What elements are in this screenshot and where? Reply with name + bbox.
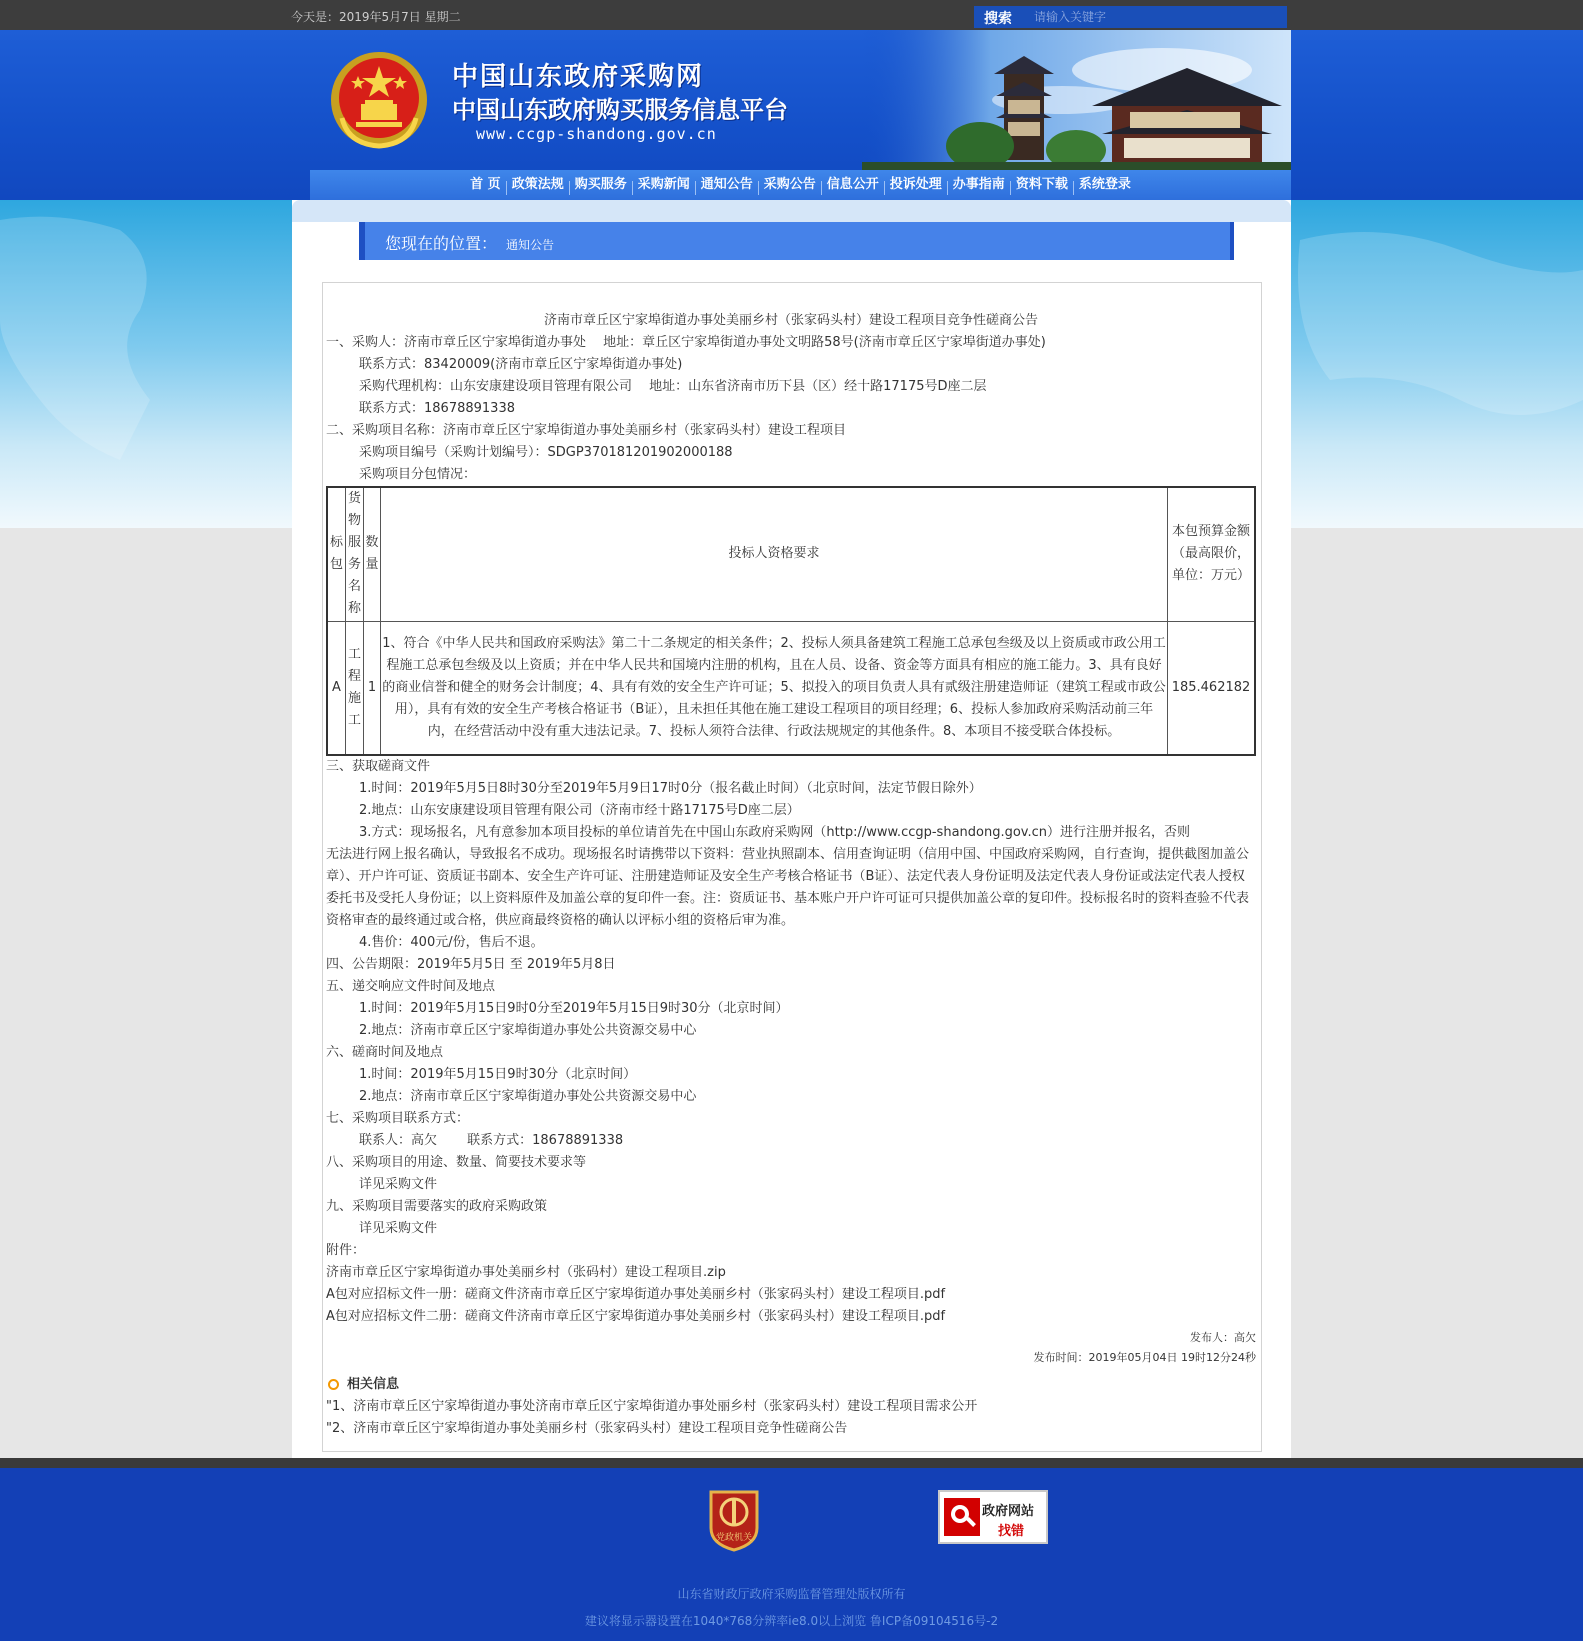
package-label: 采购项目分包情况：: [359, 467, 477, 482]
consultation-place: 2.地点：济南市章丘区宁家埠街道办事处公共资源交易中心: [359, 1089, 697, 1104]
date-text: 今天是：2019年5月7日 星期二: [291, 10, 461, 24]
national-emblem-icon: [328, 48, 430, 152]
nav-item-login[interactable]: 系统登录: [1078, 177, 1131, 192]
agency-contact: 联系方式：18678891338: [359, 401, 515, 416]
related-link-2[interactable]: [326, 1418, 1256, 1440]
th-budget: 本包预算金额（最高限价，单位：万元）: [1168, 487, 1256, 621]
site-footer: [0, 1458, 1583, 1641]
th-qualifications: 投标人资格要求: [381, 487, 1168, 621]
search-box: [974, 6, 1287, 28]
obtain-price: 4.售价：400元/份，售后不退。: [359, 935, 544, 950]
section-requirements: 八、采购项目的用途、数量、简要技术要求等: [326, 1155, 587, 1170]
search-label: 搜索: [984, 11, 1012, 27]
section-contact: 七、采购项目联系方式：: [326, 1111, 470, 1126]
top-bar: [0, 0, 1583, 30]
package-table: [326, 486, 1256, 756]
party-government-badge-icon[interactable]: [707, 1488, 761, 1552]
site-title-line2: 中国山东政府购买服务信息平台: [452, 96, 788, 124]
report-error-badge[interactable]: [938, 1490, 1048, 1544]
site-url: www.ccgp-shandong.gov.cn: [476, 125, 717, 143]
nav-item-downloads[interactable]: 资料下载: [1015, 177, 1068, 192]
site-title-line1: 中国山东政府采购网: [452, 62, 705, 92]
magnifier-icon: [944, 1498, 980, 1536]
obtain-time: 1.时间：2019年5月5日8时30分至2019年5月9日17时0分（报名截止时间）（北京时间，法定节假日除外）: [359, 781, 982, 796]
related-link-text: 2、济南市章丘区宁家埠街道办事处美丽乡村（张家码头村）建设工程项目竞争性磋商公告: [331, 1421, 848, 1436]
cell-package: A: [327, 621, 346, 755]
th-package: 标包: [327, 487, 346, 621]
consultation-time: 1.时间：2019年5月15日9时30分（北京时间）: [359, 1067, 637, 1082]
related-heading-text: 相关信息: [347, 1377, 400, 1392]
breadcrumb: [359, 222, 1234, 260]
pavilion-banner-image: [862, 30, 1291, 170]
badge2-line1: 政府网站: [982, 1504, 1035, 1519]
section-submission: 五、递交响应文件时间及地点: [326, 979, 496, 994]
nav-item-purchase-service[interactable]: 购买服务: [574, 177, 627, 192]
badge2-line2: 找错: [998, 1524, 1025, 1539]
footer-browser-note: 建议将显示器设置在1040*768分辨率ie8.0以上浏览 鲁ICP备09104516号-2: [584, 1614, 999, 1628]
attachment-link[interactable]: A包对应招标文件一册：磋商文件济南市章丘区宁家埠街道办事处美丽乡村（张家码头村）建设工程项目.pdf: [326, 1287, 946, 1302]
table-row: [327, 621, 1255, 755]
project-number: 采购项目编号（采购计划编号）：SDGP370181201902000188: [359, 445, 733, 460]
requirements-body: 详见采购文件: [359, 1177, 438, 1192]
submission-time: 1.时间：2019年5月15日9时0分至2019年5月15日9时30分（北京时间）: [359, 1001, 789, 1016]
related-heading: [326, 1374, 1256, 1396]
search-input[interactable]: [1030, 6, 1288, 28]
publisher: 发布人：高欠: [1190, 1331, 1256, 1344]
cell-item-name: 工程施工: [346, 621, 364, 755]
article: [326, 310, 1256, 1440]
publish-time: 发布时间：2019年05月04日 19时12分24秒: [1033, 1351, 1256, 1364]
related-link-1[interactable]: [326, 1396, 1256, 1418]
section-consultation: 六、磋商时间及地点: [326, 1045, 444, 1060]
obtain-method: 3.方式：现场报名，凡有意参加本项目投标的单位请首先在中国山东政府采购网（http://www.ccgp-shandong.gov.cn）进行注册并报名，否则: [359, 825, 1191, 840]
submission-place: 2.地点：济南市章丘区宁家埠街道办事处公共资源交易中心: [359, 1023, 697, 1038]
section-obtain-docs: 三、获取磋商文件: [326, 759, 431, 774]
nav-item-procurement-notices[interactable]: 采购公告: [763, 177, 816, 192]
cell-quantity: 1: [364, 621, 381, 755]
th-quantity: 数量: [364, 487, 381, 621]
nav-item-notices[interactable]: 通知公告: [700, 177, 753, 192]
contact-person: 联系人：高欠 联系方式：18678891338: [359, 1133, 624, 1148]
nav-item-news[interactable]: 采购新闻: [637, 177, 690, 192]
nav-item-complaints[interactable]: 投诉处理: [889, 177, 942, 192]
nav-item-guide[interactable]: 办事指南: [952, 177, 1005, 192]
section-purchaser: 一、采购人：济南市章丘区宁家埠街道办事处 地址：章丘区宁家埠街道办事处文明路58号(济南市章丘区宁家埠街道办事处): [326, 335, 1046, 350]
circle-bullet-icon: [328, 1379, 339, 1390]
nav-item-home[interactable]: 首 页: [470, 177, 501, 192]
th-item-name: 货物服务名称: [346, 487, 364, 621]
section-project-name: 二、采购项目名称：济南市章丘区宁家埠街道办事处美丽乡村（张家码头村）建设工程项目: [326, 423, 847, 438]
attachments-label: 附件：: [326, 1243, 366, 1258]
quote-bullet-icon: ": [326, 1399, 332, 1414]
attachment-link[interactable]: A包对应招标文件二册：磋商文件济南市章丘区宁家埠街道办事处美丽乡村（张家码头村）建设工程项目.pdf: [326, 1309, 946, 1324]
purchaser-contact: 联系方式：83420009(济南市章丘区宁家埠街道办事处): [359, 357, 683, 372]
table-header-row: [327, 487, 1255, 621]
attachment-link[interactable]: 济南市章丘区宁家埠街道办事处美丽乡村（张码村）建设工程项目.zip: [326, 1265, 726, 1280]
nav-item-disclosure[interactable]: 信息公开: [826, 177, 879, 192]
badge1-text: 党政机关: [715, 1533, 753, 1543]
footer-copyright: 山东省财政厅政府采购监督管理处版权所有: [677, 1587, 906, 1601]
article-title: 济南市章丘区宁家埠街道办事处美丽乡村（张家码头村）建设工程项目竞争性磋商公告: [543, 313, 1038, 328]
quote-bullet-icon: ": [326, 1421, 332, 1436]
main-nav: [310, 170, 1291, 200]
policies-body: 详见采购文件: [359, 1221, 438, 1236]
obtain-place: 2.地点：山东安康建设项目管理有限公司（济南市经十路17175号D座二层）: [359, 803, 800, 818]
obtain-method-cont: 无法进行网上报名确认，导致报名不成功。现场报名时请携带以下资料：营业执照副本、信用查询证明（信用中国、中国政府采购网，自行查询，提供截图加盖公章）、开户许可证、资质证书副本、安全生产许可证、注册建造师证及安全生产考核合格证书（B证）、法定代表人身份证明及法定代表人身份证或法定代表人授权委托书及受托人身份证；以上资料原件及加盖公章的复印件一套。注：资质证书、基本账户开户许可证可只提供加盖公章的复印件。投标报名时的资料查验不代表资格审查的最终通过或合格，供应商最终资格的确认以评标小组的资格后审为准。: [326, 847, 1250, 928]
section-notice-period: 四、公告期限：2019年5月5日 至 2019年5月8日: [326, 957, 616, 972]
panel-top-bar: [292, 200, 1291, 222]
nav-item-policy[interactable]: 政策法规: [511, 177, 564, 192]
section-policies: 九、采购项目需要落实的政府采购政策: [326, 1199, 548, 1214]
breadcrumb-location[interactable]: 通知公告: [506, 238, 555, 252]
agency-info: 采购代理机构：山东安康建设项目管理有限公司 地址：山东省济南市历下县（区）经十路17175号D座二层: [359, 379, 987, 394]
cell-budget: 185.462182: [1168, 621, 1256, 755]
related-link-text: 1、济南市章丘区宁家埠街道办事处济南市章丘区宁家埠街道办事处丽乡村（张家码头村）建设工程项目需求公开: [331, 1399, 978, 1414]
breadcrumb-label: 您现在的位置：: [385, 234, 498, 253]
cell-qualifications: 1、符合《中华人民共和国政府采购法》第二十二条规定的相关条件；2、投标人须具备建筑工程施工总承包叁级及以上资质或市政公用工程施工总承包叁级及以上资质；并在中华人民共和国境内注册的机构，且在人员、设备、资金等方面具有相应的施工能力。3、具有良好的商业信誉和健全的财务会计制度；4、具有有效的安全生产许可证；5、拟投入的项目负责人具有贰级注册建造师证（建筑工程或市政公用），具有有效的安全生产考核合格证书（B证），且未担任其他在施工建设工程项目的项目经理；6、投标人参加政府采购活动前三年内，在经营活动中没有重大违法记录。7、投标人须符合法律、行政法规规定的其他条件。8、本项目不接受联合体投标。: [381, 621, 1168, 755]
header-inner: [292, 30, 1291, 170]
